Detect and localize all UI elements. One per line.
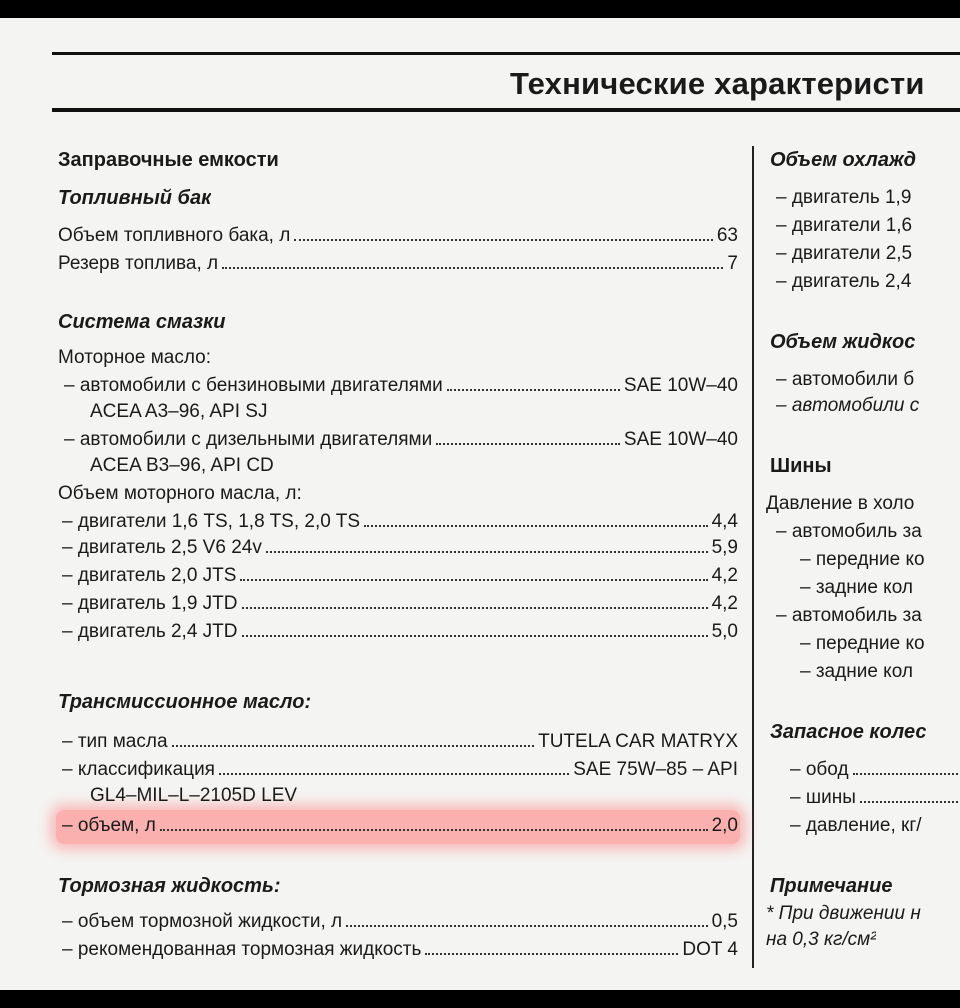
oil-volume-label: Объем моторного масла, л: (58, 483, 302, 504)
note-row: на 0,3 кг/см² (766, 929, 877, 950)
spare-row: – обод (790, 758, 960, 782)
oil-diesel-row: – автомобили с дизельными двигателями SAE 10W–40 (64, 429, 738, 450)
fuel-row-label: Резерв топлива, л (58, 253, 219, 274)
motor-oil-label: Моторное масло: (58, 347, 211, 368)
tire-row: – передние ко (800, 633, 925, 654)
tire-pressure-label: Давление в холо (766, 493, 915, 514)
tire-row: – задние кол (800, 577, 913, 598)
spare-row: – шины (790, 786, 960, 810)
fuel-row-value: 7 (727, 253, 738, 274)
subsection-fuel-tank: Топливный бак (58, 187, 212, 209)
spare-row: – давление, кг/ (790, 815, 922, 836)
fuel-row (58, 252, 738, 276)
engine-row: – двигатели 1,6 TS, 1,8 TS, 2,0 TS 4,4 (62, 511, 738, 532)
page-title: Технические характеристи (510, 66, 925, 101)
subsection-tires: Шины (770, 455, 832, 477)
brake-row: – рекомендованная тормозная жидкость DOT 4 (62, 939, 738, 960)
coolant-row: – двигатель 2,4 (776, 271, 912, 292)
subsection-note: Примечание (770, 875, 893, 897)
trans-class-row: – классификация SAE 75W–85 – API (62, 759, 738, 780)
tire-row: – автомобиль за (776, 521, 922, 542)
oil-diesel-spec: ACEA B3–96, API CD (90, 455, 274, 476)
column-divider (752, 146, 754, 968)
brake-row: – объем тормозной жидкости, л 0,5 (62, 911, 738, 932)
subsection-spare: Запасное колес (770, 721, 927, 743)
fluid-row: – автомобили б (776, 369, 915, 390)
coolant-row: – двигатель 1,9 (776, 187, 912, 208)
oil-petrol-spec: ACEA A3–96, API SJ (90, 401, 268, 422)
trans-type-row: – тип масла TUTELA CAR MATRYX (62, 731, 738, 752)
subsection-fluid: Объем жидкос (770, 331, 916, 353)
fuel-row-label: Объем топливного бака, л (58, 225, 291, 246)
fluid-row: – автомобили с (776, 395, 920, 416)
coolant-row: – двигатели 2,5 (776, 243, 913, 264)
subsection-coolant: Объем охлажд (770, 149, 917, 171)
header-bottom-rule (52, 108, 960, 112)
engine-row: – двигатель 2,0 JTS 4,2 (62, 565, 738, 586)
trans-class-spec: GL4–MIL–L–2105D LEV (90, 785, 298, 806)
subsection-transmission: Трансмиссионное масло: (58, 691, 312, 713)
tire-row: – передние ко (800, 549, 925, 570)
engine-row: – двигатель 1,9 JTD 4,2 (62, 593, 738, 614)
coolant-row: – двигатели 1,6 (776, 215, 913, 236)
fuel-row-value: 63 (716, 225, 738, 246)
fuel-row (58, 224, 738, 248)
oil-petrol-row: – автомобили с бензиновыми двигателями SAE 10W–40 (64, 375, 738, 396)
section-fuel-capacities: Заправочные емкости (58, 149, 279, 171)
note-row: * При движении н (766, 903, 921, 924)
subsection-lubrication: Система смазки (58, 311, 226, 333)
subsection-brake: Тормозная жидкость: (58, 875, 281, 897)
header-top-rule (52, 52, 960, 55)
engine-row: – двигатель 2,5 V6 24v 5,9 (62, 537, 738, 558)
trans-volume-row: – объем, л 2,0 (62, 815, 738, 836)
tire-row: – задние кол (800, 661, 913, 682)
document-page (0, 18, 960, 990)
tire-row: – автомобиль за (776, 605, 922, 626)
engine-row: – двигатель 2,4 JTD 5,0 (62, 621, 738, 642)
